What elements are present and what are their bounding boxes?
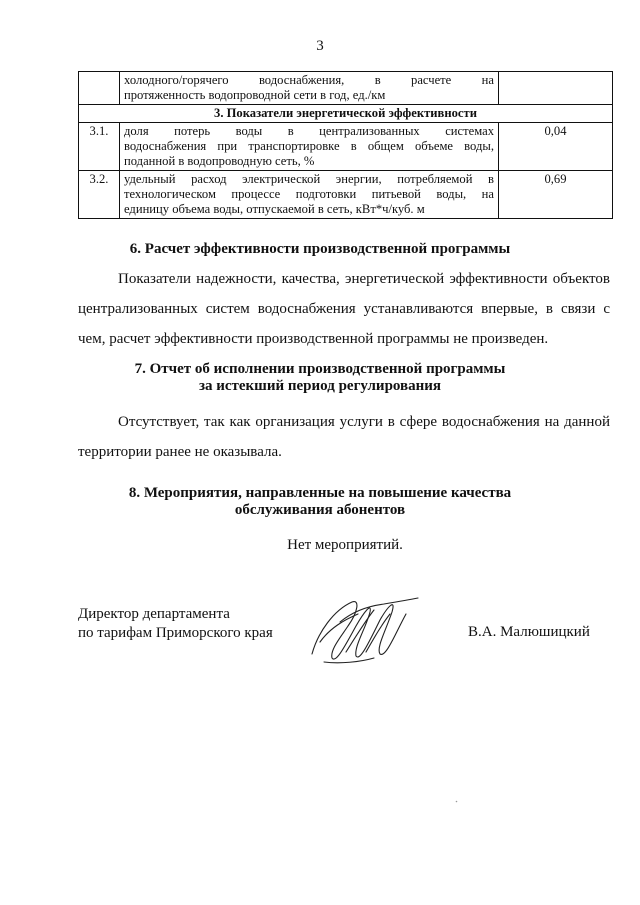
row-number-cell: 3.1. (79, 123, 120, 171)
section-header-row (79, 105, 613, 123)
section8-title: 8. Мероприятия, направленные на повышение качества обслуживания абонентов (128, 485, 512, 518)
scan-speck (455, 800, 458, 803)
description-cell: холодного/горячего водоснабжения, в расчете на протяженность водопроводной сети в год, ед./км (120, 72, 499, 105)
value-cell: 0,04 (499, 123, 613, 171)
description-cell: удельный расход электрической энергии, потребляемой в технологическом процессе подготовки питьевой воды, на единицу объема воды, отпускаемой в сеть, кВт*ч/куб. м (120, 171, 499, 219)
row-number-cell: 3.2. (79, 171, 120, 219)
signatory-title: Директор департамента по тарифам Приморского края (78, 606, 273, 641)
signatory-name: В.А. Малюшицкий (468, 624, 590, 640)
table-row (79, 171, 613, 219)
section8-text: Нет мероприятий. (287, 537, 403, 553)
description-cell: доля потерь воды в централизованных системах водоснабжения при транспортировке в общем объеме воды, поданной в водопроводную сеть, % (120, 123, 499, 171)
section7-paragraph: Отсутствует, так как организация услуги в сфере водоснабжения на данной территории ранее не оказывала. (78, 414, 610, 460)
page-number: 3 (316, 38, 324, 54)
indicators-table (78, 71, 613, 219)
section-header: 3. Показатели энергетической эффективности (79, 105, 613, 123)
table-row (79, 72, 613, 105)
section6-title: 6. Расчет эффективности производственной программы (129, 241, 511, 257)
value-cell: 0,69 (499, 171, 613, 219)
section6-paragraph: Показатели надежности, качества, энергетической эффективности объектов централизованных систем водоснабжения устанавливаются впервые, в связи с чем, расчет эффективности производственной программы не произведен. (78, 271, 610, 347)
handwritten-signature (300, 592, 430, 672)
table-row (79, 123, 613, 171)
row-number-cell (79, 72, 120, 105)
section7-title: 7. Отчет об исполнении производственной программы за истекший период регулирования (134, 361, 506, 394)
value-cell (499, 72, 613, 105)
